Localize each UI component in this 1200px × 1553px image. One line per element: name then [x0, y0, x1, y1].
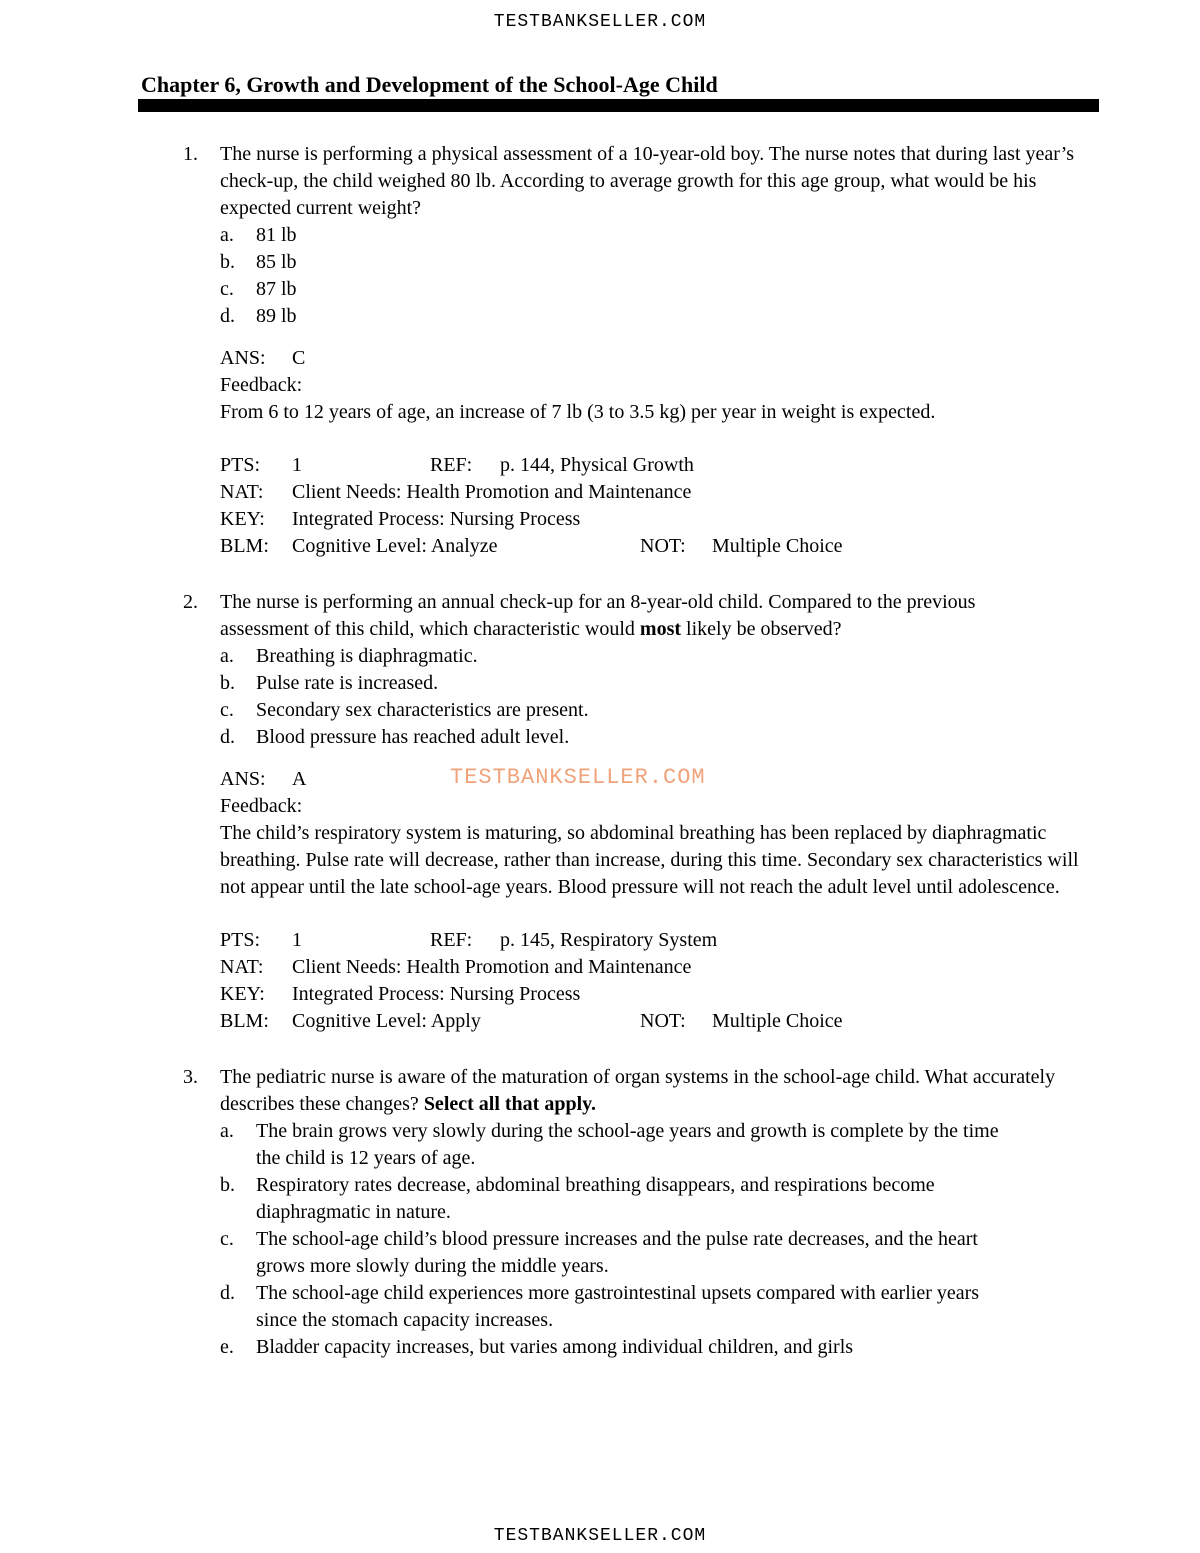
pts-value: 1	[292, 929, 302, 951]
question-list	[0, 141, 1200, 1361]
option-text: The school-age child experiences more gastrointestinal upsets compared with earlier years since the stomach capacity increases.	[256, 1282, 980, 1331]
feedback-label: Feedback:	[220, 795, 303, 817]
ref-label: REF:	[430, 454, 473, 476]
option-letter: b.	[220, 1174, 235, 1196]
answer-block	[220, 345, 1100, 426]
option-b	[220, 249, 1100, 276]
option-letter: a.	[220, 1120, 234, 1142]
key-value: Integrated Process: Nursing Process	[292, 983, 581, 1005]
ans-label: ANS:	[220, 347, 266, 369]
option-c	[220, 276, 1100, 303]
key-label: KEY:	[220, 983, 265, 1005]
feedback-text: The child’s respiratory system is maturing, so abdominal breathing has been replaced by diaphragmatic breathing. Pulse rate will decrease, rather than increase, during this time. Secondary sex characteristics will not appear until the late school-age years. Blood pressure will not reach the adult level until adolescence.	[220, 822, 1079, 898]
feedback-label: Feedback:	[220, 374, 303, 396]
option-letter: d.	[220, 726, 235, 748]
question-2	[183, 589, 1100, 1035]
question-stem: The nurse is performing a physical assessment of a 10-year-old boy. The nurse notes that during last year’s check-up, the child weighed 80 lb. According to average growth for this age group, what would be his expected current weight?	[220, 143, 1075, 219]
nat-value: Client Needs: Health Promotion and Maintenance	[292, 481, 692, 503]
option-letter: a.	[220, 645, 234, 667]
option-text: Respiratory rates decrease, abdominal breathing disappears, and respirations become diaphragmatic in nature.	[256, 1174, 935, 1223]
question-stem	[220, 1064, 1060, 1118]
option-text: The brain grows very slowly during the school-age years and growth is complete by the time the child is 12 years of age.	[256, 1120, 999, 1169]
option-letter: c.	[220, 699, 234, 721]
pts-label: PTS:	[220, 454, 261, 476]
meta-block	[220, 452, 1100, 560]
question-stem	[220, 589, 1060, 643]
option-letter: a.	[220, 224, 234, 246]
option-d	[220, 1280, 1020, 1334]
question-number: 2.	[183, 591, 198, 613]
option-c	[220, 697, 1100, 724]
blm-value: Cognitive Level: Apply	[292, 1010, 481, 1032]
pts-value: 1	[292, 454, 302, 476]
option-letter: d.	[220, 305, 235, 327]
option-list	[220, 643, 1100, 751]
option-text: Breathing is diaphragmatic.	[256, 645, 478, 667]
stem-text: likely be observed?	[681, 618, 842, 640]
ans-label: ANS:	[220, 768, 266, 790]
option-a	[220, 222, 1100, 249]
option-text: The school-age child’s blood pressure increases and the pulse rate decreases, and the heart grows more slowly during the middle years.	[256, 1228, 978, 1277]
header-watermark: TESTBANKSELLER.COM	[493, 12, 707, 32]
not-label: NOT:	[640, 535, 686, 557]
meta-block	[220, 927, 1100, 1035]
option-a	[220, 1118, 1020, 1172]
option-text: Secondary sex characteristics are present.	[256, 699, 589, 721]
blm-value: Cognitive Level: Analyze	[292, 535, 498, 557]
not-value: Multiple Choice	[712, 535, 843, 557]
option-letter: c.	[220, 1228, 234, 1250]
ans-value: C	[292, 347, 306, 369]
option-c	[220, 1226, 1020, 1280]
option-a	[220, 643, 1100, 670]
stem-text: The pediatric nurse is aware of the maturation of organ systems in the school-age child. What accurately describes these changes?	[220, 1066, 1056, 1115]
not-value: Multiple Choice	[712, 1010, 843, 1032]
option-text: Blood pressure has reached adult level.	[256, 726, 570, 748]
option-text: 89 lb	[256, 305, 297, 327]
footer-watermark: TESTBANKSELLER.COM	[493, 1526, 707, 1546]
ref-value: p. 144, Physical Growth	[500, 454, 694, 476]
question-number: 3.	[183, 1066, 198, 1088]
option-text: 85 lb	[256, 251, 297, 273]
nat-value: Client Needs: Health Promotion and Maintenance	[292, 956, 692, 978]
question-1	[183, 141, 1100, 560]
not-label: NOT:	[640, 1010, 686, 1032]
option-d	[220, 303, 1100, 330]
option-list	[220, 1118, 1020, 1361]
stem-text: The nurse is performing an annual check-up for an 8-year-old child. Compared to the previous assessment of this child, which characteristic would	[220, 591, 976, 640]
ref-value: p. 145, Respiratory System	[500, 929, 718, 951]
option-d	[220, 724, 1100, 751]
ref-label: REF:	[430, 929, 473, 951]
center-watermark: TESTBANKSELLER.COM	[450, 765, 706, 790]
option-letter: c.	[220, 278, 234, 300]
option-text: Pulse rate is increased.	[256, 672, 439, 694]
key-value: Integrated Process: Nursing Process	[292, 508, 581, 530]
question-number: 1.	[183, 143, 198, 165]
nat-label: NAT:	[220, 481, 264, 503]
stem-emphasis: most	[639, 618, 682, 640]
option-letter: b.	[220, 251, 235, 273]
option-b	[220, 670, 1100, 697]
stem-emphasis: Select all that apply.	[423, 1093, 597, 1115]
pts-label: PTS:	[220, 929, 261, 951]
title-rule	[138, 99, 1099, 112]
option-letter: b.	[220, 672, 235, 694]
option-letter: d.	[220, 1282, 235, 1304]
option-list	[220, 222, 1100, 330]
option-text: 87 lb	[256, 278, 297, 300]
option-text: Bladder capacity increases, but varies among individual children, and girls	[256, 1336, 854, 1358]
blm-label: BLM:	[220, 535, 269, 557]
question-3	[183, 1064, 1100, 1361]
option-letter: e.	[220, 1336, 234, 1358]
key-label: KEY:	[220, 508, 265, 530]
chapter-title: Chapter 6, Growth and Development of the School-Age Child	[141, 72, 718, 97]
blm-label: BLM:	[220, 1010, 269, 1032]
nat-label: NAT:	[220, 956, 264, 978]
feedback-text: From 6 to 12 years of age, an increase of 7 lb (3 to 3.5 kg) per year in weight is expected.	[220, 401, 936, 423]
option-text: 81 lb	[256, 224, 297, 246]
option-b	[220, 1172, 1020, 1226]
option-e	[220, 1334, 1020, 1361]
ans-value: A	[292, 768, 307, 790]
